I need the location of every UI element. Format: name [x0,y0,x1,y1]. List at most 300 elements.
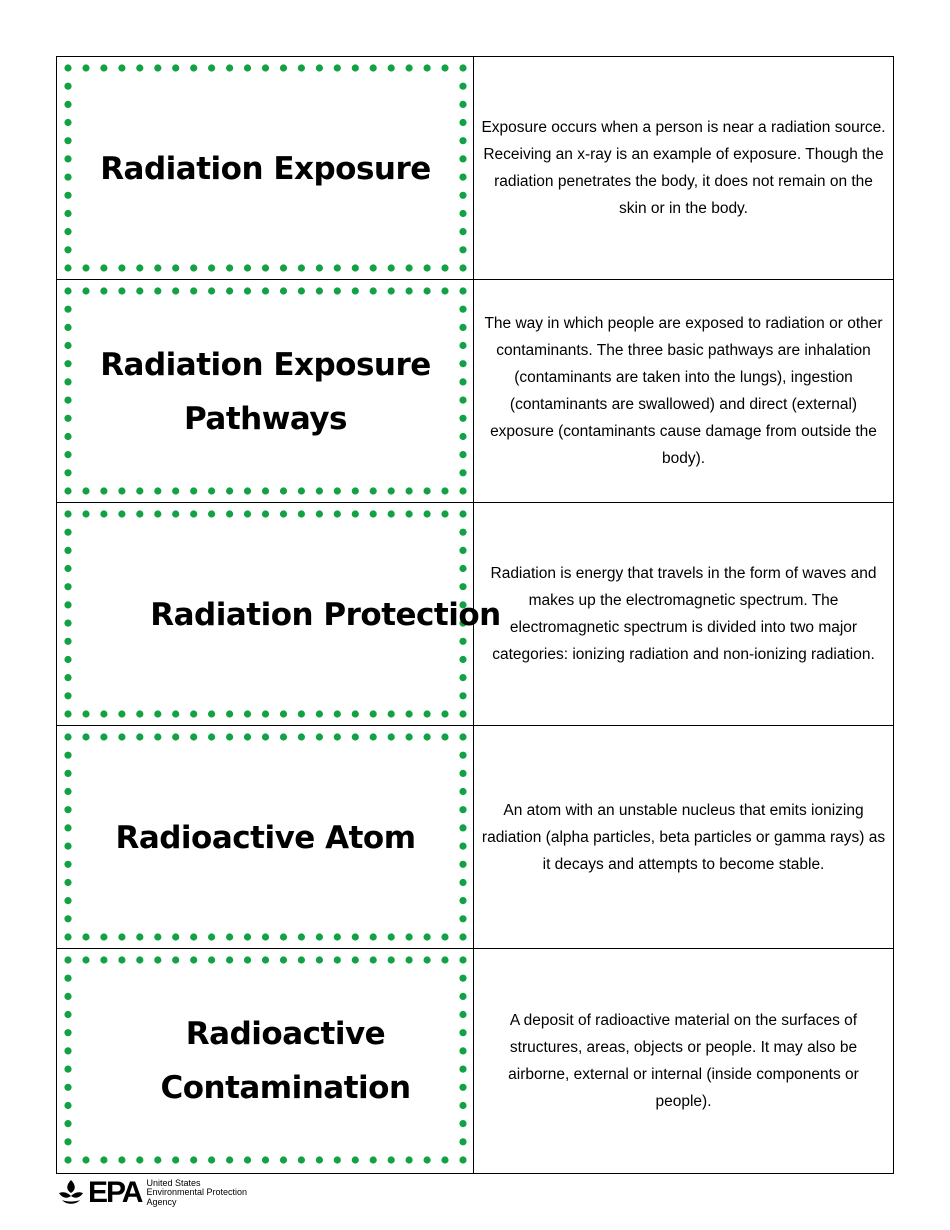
border-dot [118,956,125,963]
border-dot [316,64,323,71]
border-dot [190,1156,197,1163]
border-dot [262,933,269,940]
border-dot [82,1156,89,1163]
border-dot [352,64,359,71]
border-dot [298,733,305,740]
border-dot [64,1120,71,1127]
border-dot [208,1156,215,1163]
definition-text: Radiation is energy that travels in the form of waves and makes up the electromagnetic spectrum. The electromagnetic spectrum is divided into two major categories: ionizing radiation and non-ionizing radiation. [490,565,877,663]
border-dot [352,510,359,517]
border-dot [154,956,161,963]
border-dot [316,710,323,717]
border-dot [100,733,107,740]
border-dot [406,710,413,717]
border-dot [424,64,431,71]
border-dot [226,287,233,294]
border-dot [406,287,413,294]
border-dot [208,287,215,294]
border-dot [64,547,71,554]
border-dot [388,510,395,517]
agency-line: Environmental Protection [146,1187,248,1198]
border-dot [136,956,143,963]
border-dot [388,933,395,940]
border-dot [459,378,466,385]
border-dot [172,487,179,494]
flashcard-row [57,503,893,726]
border-dot [459,137,466,144]
border-dot [64,510,71,517]
border-dot [100,487,107,494]
border-dot [388,1156,395,1163]
border-dot [64,287,71,294]
border-dot [64,638,71,645]
border-dot [459,933,466,940]
border-dot [262,487,269,494]
border-dot [64,1102,71,1109]
term-title: Radiation Exposure [100,150,431,187]
border-dot [459,324,466,331]
border-dot [64,246,71,253]
border-dot [64,155,71,162]
border-dot [262,510,269,517]
definition-text: A deposit of radioactive material on the surfaces of structures, areas, objects or people. It may also be airborne, external or internal (inside components or people). [508,1012,859,1110]
border-dot [82,287,89,294]
agency-line: United States [146,1177,201,1188]
border-dot [459,788,466,795]
border-dot [424,933,431,940]
border-dot [459,119,466,126]
border-dot [208,933,215,940]
border-dot [118,710,125,717]
border-dot [441,733,448,740]
border-dot [370,287,377,294]
border-dot [459,360,466,367]
border-dot [190,933,197,940]
border-dot [136,933,143,940]
border-dot [64,1084,71,1091]
border-dot [459,192,466,199]
border-dot [424,710,431,717]
border-dot [172,933,179,940]
border-dot [298,287,305,294]
border-dot [459,155,466,162]
border-dot [298,956,305,963]
border-dot [190,956,197,963]
border-dot [100,933,107,940]
border-dot [64,843,71,850]
border-dot [154,710,161,717]
border-dot [64,879,71,886]
border-dot [316,510,323,517]
border-dot [172,956,179,963]
border-dot [208,487,215,494]
border-dot [316,487,323,494]
border-dot [424,510,431,517]
border-dot [136,1156,143,1163]
border-dot [459,710,466,717]
border-dot [226,510,233,517]
border-dot [352,733,359,740]
border-dot [334,933,341,940]
border-dot [64,360,71,367]
border-dot [154,733,161,740]
border-dot [388,264,395,271]
border-dot [208,956,215,963]
border-dot [64,975,71,982]
border-dot [190,710,197,717]
border-dot [244,64,251,71]
border-dot [459,64,466,71]
border-dot [100,710,107,717]
agency-name [146,1179,247,1208]
border-dot [226,956,233,963]
border-dot [406,64,413,71]
border-dot [64,342,71,349]
border-dot [64,101,71,108]
border-dot [352,933,359,940]
border-dot [424,733,431,740]
border-dot [154,933,161,940]
border-dot [316,956,323,963]
border-dot [424,487,431,494]
border-dot [262,710,269,717]
border-dot [118,933,125,940]
border-dot [64,174,71,181]
border-dot [370,956,377,963]
border-dot [64,192,71,199]
border-dot [459,487,466,494]
border-dot [459,879,466,886]
border-dot [64,824,71,831]
border-dot [172,733,179,740]
border-dot [441,287,448,294]
border-dot [459,210,466,217]
border-dot [208,710,215,717]
border-dot [100,1156,107,1163]
border-dot [118,264,125,271]
border-dot [280,933,287,940]
border-dot [406,487,413,494]
border-dot [370,710,377,717]
border-dot [64,397,71,404]
border-dot [118,487,125,494]
border-dot [424,287,431,294]
border-dot [388,487,395,494]
term-cell [57,280,474,502]
border-dot [64,529,71,536]
border-dot [64,1029,71,1036]
border-dot [64,228,71,235]
border-dot [370,733,377,740]
epa-wordmark: EPA [88,1176,142,1209]
border-dot [82,487,89,494]
border-dot [64,324,71,331]
border-dot [352,264,359,271]
border-dot [459,824,466,831]
border-dot [334,510,341,517]
border-dot [262,64,269,71]
border-dot [459,897,466,904]
border-dot [190,287,197,294]
border-dot [64,137,71,144]
border-dot [388,710,395,717]
border-dot [424,264,431,271]
border-dot [64,433,71,440]
border-dot [64,415,71,422]
border-dot [370,1156,377,1163]
border-dot [64,469,71,476]
border-dot [64,710,71,717]
border-dot [172,710,179,717]
border-dot [459,806,466,813]
border-dot [208,733,215,740]
border-dot [154,64,161,71]
border-dot [82,710,89,717]
border-dot [100,510,107,517]
border-dot [370,487,377,494]
border-dot [100,956,107,963]
border-dot [334,710,341,717]
border-dot [459,397,466,404]
border-dot [316,733,323,740]
border-dot [298,487,305,494]
border-dot [190,64,197,71]
border-dot [64,210,71,217]
border-dot [280,733,287,740]
border-dot [64,674,71,681]
border-dot [459,770,466,777]
border-dot [136,264,143,271]
border-dot [100,264,107,271]
border-dot [226,1156,233,1163]
flashcard-row [57,726,893,949]
border-dot [459,469,466,476]
border-dot [280,264,287,271]
border-dot [298,1156,305,1163]
border-dot [334,264,341,271]
border-dot [459,246,466,253]
border-dot [64,806,71,813]
border-dot [334,956,341,963]
border-dot [352,956,359,963]
border-dot [136,64,143,71]
border-dot [459,433,466,440]
border-dot [64,692,71,699]
border-dot [244,710,251,717]
border-dot [388,956,395,963]
border-dot [352,287,359,294]
border-dot [334,64,341,71]
border-dot [316,264,323,271]
border-dot [244,487,251,494]
border-dot [244,287,251,294]
border-dot [190,510,197,517]
border-dot [82,510,89,517]
border-dot [459,228,466,235]
border-dot [64,933,71,940]
border-dot [172,287,179,294]
border-dot [118,64,125,71]
border-dot [64,565,71,572]
border-dot [406,733,413,740]
border-dot [334,733,341,740]
border-dot [316,1156,323,1163]
border-dot [406,933,413,940]
border-dot [64,487,71,494]
border-dot [118,287,125,294]
border-dot [262,287,269,294]
border-dot [459,287,466,294]
border-dot [280,1156,287,1163]
border-dot [370,264,377,271]
border-dot [459,733,466,740]
border-dot [280,64,287,71]
flashcard-row [57,57,893,280]
border-dot [64,119,71,126]
border-dot [459,83,466,90]
border-dot [64,733,71,740]
border-dot [459,915,466,922]
border-dot [352,710,359,717]
border-dot [64,1156,71,1163]
border-dot [280,287,287,294]
border-dot [190,487,197,494]
border-dot [316,287,323,294]
border-dot [298,710,305,717]
border-dot [64,264,71,271]
border-dot [406,956,413,963]
term-title: Radioactive Atom [115,819,416,856]
border-dot [262,264,269,271]
border-dot [64,1011,71,1018]
border-dot [64,306,71,313]
border-dot [370,933,377,940]
term-cell [57,503,501,725]
border-dot [244,956,251,963]
border-dot [334,287,341,294]
border-dot [280,487,287,494]
definition-text: Exposure occurs when a person is near a radiation source. Receiving an x-ray is an example of exposure. Though the radiation penetrates the body, it does not remain on the skin or in the body. [481,119,886,217]
border-dot [64,1066,71,1073]
epa-logo [56,1176,247,1210]
border-dot [244,264,251,271]
border-dot [441,510,448,517]
border-dot [208,510,215,517]
border-dot [370,64,377,71]
border-dot [64,378,71,385]
border-dot [172,264,179,271]
border-dot [441,64,448,71]
border-dot [64,788,71,795]
border-dot [459,101,466,108]
border-dot [226,64,233,71]
border-dot [441,1156,448,1163]
border-dot [208,64,215,71]
border-dot [172,1156,179,1163]
border-dot [459,861,466,868]
border-dot [352,1156,359,1163]
border-dot [118,733,125,740]
border-dot [262,956,269,963]
border-dot [226,933,233,940]
border-dot [459,752,466,759]
term-title: Radioactive Contamination [160,1015,411,1106]
border-dot [64,601,71,608]
border-dot [352,487,359,494]
border-dot [459,510,466,517]
border-dot [424,956,431,963]
border-dot [64,64,71,71]
border-dot [280,956,287,963]
border-dot [64,861,71,868]
border-dot [82,933,89,940]
definition-text: An atom with an unstable nucleus that emits ionizing radiation (alpha particles, beta particles or gamma rays) as it decays and attempts to become stable. [481,801,886,873]
border-dot [136,487,143,494]
border-dot [441,710,448,717]
border-dot [64,1047,71,1054]
border-dot [459,415,466,422]
border-dot [459,956,466,963]
border-dot [459,174,466,181]
border-dot [208,264,215,271]
border-dot [82,733,89,740]
border-dot [424,1156,431,1163]
border-dot [388,733,395,740]
border-dot [298,264,305,271]
border-dot [82,64,89,71]
border-dot [226,264,233,271]
flashcard-grid [56,56,894,1174]
border-dot [406,264,413,271]
border-dot [226,733,233,740]
flashcard-row [57,949,893,1173]
border-dot [136,710,143,717]
border-dot [334,1156,341,1163]
border-dot [64,620,71,627]
border-dot [154,287,161,294]
border-dot [370,510,377,517]
agency-line: Agency [146,1196,177,1207]
border-dot [64,770,71,777]
border-dot [154,1156,161,1163]
border-dot [441,487,448,494]
border-dot [298,933,305,940]
border-dot [82,264,89,271]
border-dot [244,933,251,940]
border-dot [136,287,143,294]
border-dot [64,583,71,590]
border-dot [226,487,233,494]
border-dot [154,510,161,517]
flashcard-row [57,280,893,503]
border-dot [441,264,448,271]
border-dot [459,342,466,349]
border-dot [82,956,89,963]
border-dot [459,843,466,850]
term-cell [57,57,474,279]
definition-text: The way in which people are exposed to radiation or other contaminants. The three basic pathways are inhalation (contaminants are taken into the lungs), ingestion (contaminants are swallowed) and direct (external) exposure (contaminants cause damage from outside the body). [484,315,883,467]
border-dot [190,733,197,740]
border-dot [64,897,71,904]
border-dot [406,510,413,517]
border-dot [441,933,448,940]
border-dot [280,510,287,517]
border-dot [459,451,466,458]
border-dot [100,64,107,71]
border-dot [100,287,107,294]
border-dot [316,933,323,940]
border-dot [262,1156,269,1163]
